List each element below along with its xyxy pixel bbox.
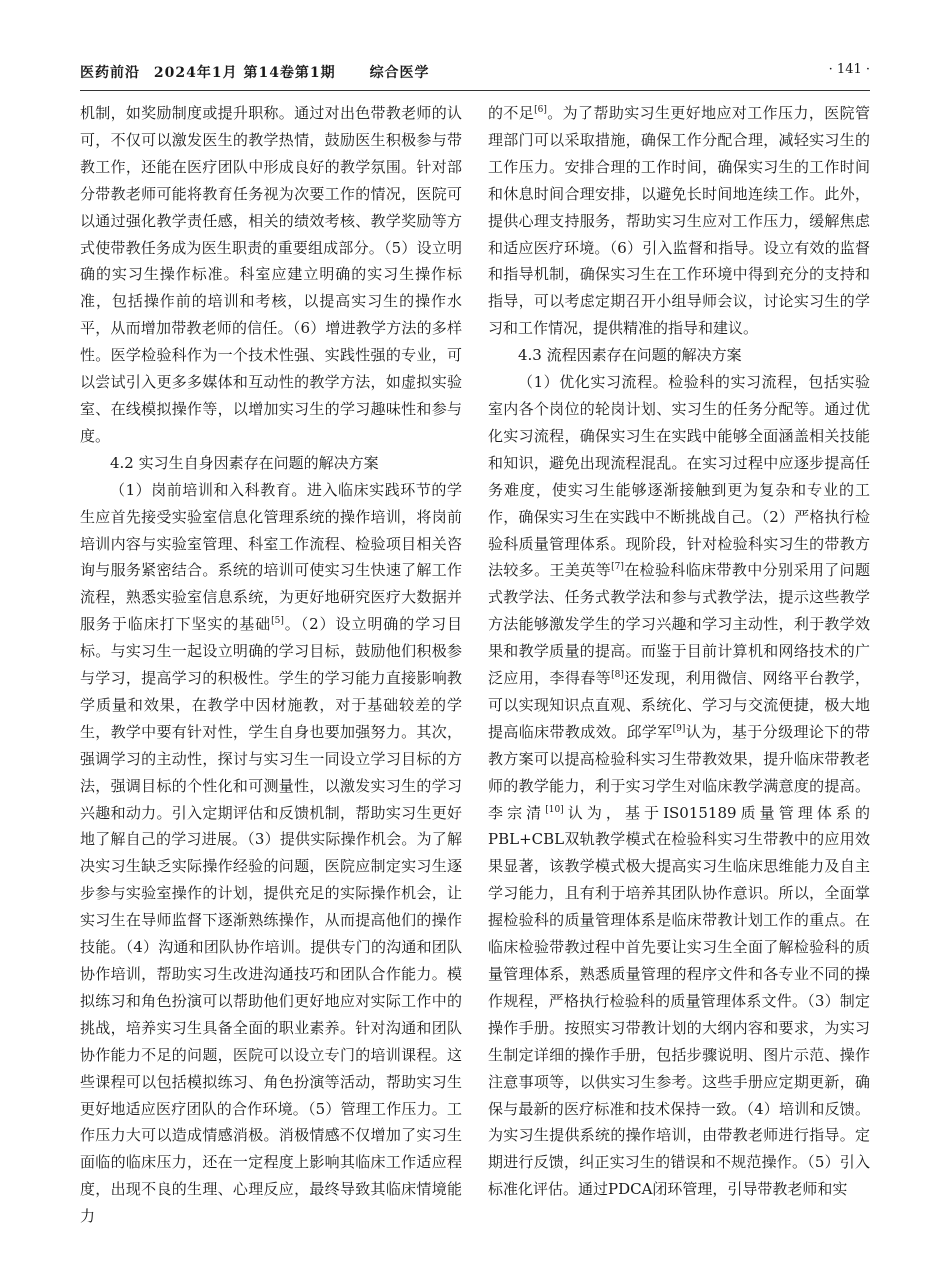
citation-9: [9] bbox=[672, 723, 686, 734]
issue-info: 2024年1月 第14卷第1期 bbox=[153, 65, 336, 81]
text-run: 。（2）设立明确的学习目标。与实习生一起设立明确的学习目标，鼓励他们积极参与学习，提高学习的积极性。学生的学习能力直接影响教学质量和效果，在教学中因材施教，对于基础较差的学生，教学中要有针对性，学生自身也要加强努力。其次，强调学习的主动性，探讨与实习生一同设立学习目标的方法，强调目标的个性化和可测量性，以激发实习生的学习兴趣和动力。引入定期评估和反馈机制，帮助实习生更好地了解自己的学习进展。（3）提供实际操作机会。为了解决实习生缺乏实际操作经验的问题，医院应制定实习生逐步参与实验室操作的计划，提供充足的实际操作机会，让实习生在导师监督下逐渐熟练操作，从而提高他们的操作技能。（4）沟通和团队协作培训。提供专门的沟通和团队协作培训，帮助实习生改进沟通技巧和团队合作能力。模拟练习和角色扮演可以帮助他们更好地应对实际工作中的挑战，培养实习生具备全面的职业素养。针对沟通和团队协作能力不足的问题，医院可以设立专门的培训课程。这些课程可以包括模拟练习、角色扮演等活动，帮助实习生更好地适应医疗团队的合作环境。（5）管理工作压力。工作压力大可以造成情感消极。消极情感不仅增加了实习生面临的临床压力，还在一定程度上影响其临床工作适应程度，出现不良的生理、心理反应，最终导致其临床情境能力 bbox=[80, 615, 462, 1226]
citation-10: [10] bbox=[545, 804, 564, 815]
section-heading-4-3: 4.3 流程因素存在问题的解决方案 bbox=[518, 346, 742, 365]
journal-name: 医药前沿 bbox=[80, 65, 140, 81]
text-run: 。为了帮助实习生更好地应对工作压力，医院管理部门可以采取措施，确保工作分配合理，减轻实习生的工作压力。安排合理的工作时间，确保实习生的工作时间和休息时间合理安排，以避免长时间地连续工作。此外，提供心理支持服务，帮助实习生应对工作压力，缓解焦虑和适应医疗环境。（6）引入监督和指导。设立有效的监督和指导机制，确保实习生在工作环境中得到充分的支持和指导，可以考虑定期召开小组导师会议，讨论实习生的学习和工作情况，提供精准的指导和建议。 bbox=[488, 104, 870, 338]
citation-7: [7] bbox=[611, 562, 624, 573]
header-rule bbox=[80, 90, 870, 91]
text-run: 在检验科临床带教中分别采用了问题式教学法、任务式教学法和参与式教学法，提示这些教学方法能够激发学生的学习兴趣和学习主动性，利于教学效果和教学质量的提高。而鉴于目前计算机和网络技术的广泛应用，李得春等 bbox=[488, 561, 870, 688]
right-column bbox=[488, 100, 870, 1270]
text-run: 还发现，利用微信、网络平台教学，可以实现知识点直观、系统化、学习与交流便捷，极大地提高临床带教成效。邱学军 bbox=[488, 669, 870, 741]
citation-5: [5] bbox=[271, 616, 284, 627]
page-number: · 141 · bbox=[828, 62, 870, 77]
paragraph-continued bbox=[488, 100, 870, 342]
text-run: 的不足 bbox=[488, 104, 535, 122]
paragraph-4-2 bbox=[80, 477, 462, 1230]
citation-6: [6] bbox=[534, 105, 547, 115]
text-run: 认为，基于分级理论下的带教方案可以提高检验科实习生带教效果，提升临床带教老师的教学能力，利于实习学生对临床教学满意度的提高。李宗清 bbox=[488, 722, 870, 822]
text-run: （1）岗前培训和入科教育。进入临床实践环节的学生应首先接受实验室信息化管理系统的操作培训，将岗前培训内容与实验室管理、科室工作流程、检验项目相关咨询与服务紧密结合。系统的培训可使实习生快速了解工作流程，熟悉实验室信息系统，为更好地研究医疗大数据并服务于临床打下坚实的基础 bbox=[80, 480, 462, 634]
section-name: 综合医学 bbox=[369, 65, 430, 81]
paragraph-continued: 机制，如奖励制度或提升职称。通过对出色带教老师的认可，不仅可以激发医生的教学热情，鼓励医生积极参与带教工作，还能在医疗团队中形成良好的教学氛围。针对部分带教老师可能将教育任务视为次要工作的情况，医院可以通过强化教学责任感，相关的绩效考核、教学奖励等方式使带教任务成为医生职责的重要组成部分。（5）设立明确的实习生操作标准。科室应建立明确的实习生操作标准，包括操作前的培训和考核，以提高实习生的操作水平，从而增加带教老师的信任。（6）增进教学方法的多样性。医学检验科作为一个技术性强、实践性强的专业，可以尝试引入更多多媒体和互动性的教学方法，如虚拟实验室、在线模拟操作等，以增加实习生的学习趣味性和参与度。 bbox=[80, 104, 462, 445]
paragraph-4-3 bbox=[488, 369, 870, 1203]
header-left bbox=[80, 62, 438, 82]
text-run: 认为，基于IS015189质量管理体系的PBL+CBL双轨教学模式在检验科实习生带教中的应用效果显著，该教学模式极大提高实习生临床思维能力及自主学习能力，且有利于培养其团队协作意识。所以，全面掌握检验科的质量管理体系是临床带教计划工作的重点。在临床检验带教过程中首先要让实习生全面了解检验科的质量管理体系，熟悉质量管理的程序文件和各专业不同的操作规程，严格执行检验科的质量管理体系文件。（3）制定操作手册。按照实习带教计划的大纲内容和要求，为实习生制定详细的操作手册，包括步骤说明、图片示范、操作注意事项等，以供实习生参考。这些手册应定期更新，确保与最新的医疗标准和技术保持一致。（4）培训和反馈。为实习生提供系统的操作培训，由带教老师进行指导。定期进行反馈，纠正实习生的错误和不规范操作。（5）引入标准化评估。通过PDCA闭环管理，引导带教老师和实 bbox=[488, 803, 870, 1199]
citation-8: [8] bbox=[611, 670, 624, 681]
section-heading-4-2: 4.2 实习生自身因素存在问题的解决方案 bbox=[110, 453, 379, 472]
running-header bbox=[80, 62, 870, 86]
text-run: （1）优化实习流程。检验科的实习流程，包括实验室内各个岗位的轮岗计划、实习生的任务分配等。通过优化实习流程，确保实习生在实践中能够全面涵盖相关技能和知识，避免出现流程混乱。在实习过程中应逐步提高任务难度，使实习生能够逐渐接触到更为复杂和专业的工作，确保实习生在实践中不断挑战自己。（2）严格执行检验科质量管理体系。现阶段，针对检验科实习生的带教方法较多。王美英等 bbox=[488, 373, 870, 580]
left-column bbox=[80, 100, 462, 1270]
